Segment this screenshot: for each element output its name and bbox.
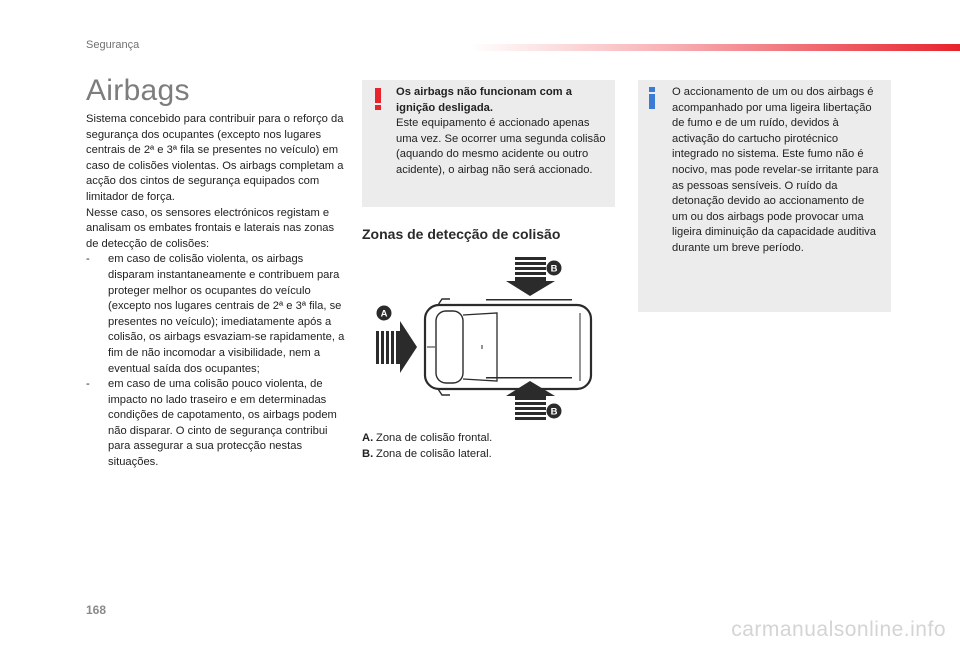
zones-heading: Zonas de detecção de colisão [362,226,561,242]
bullet-text: em caso de uma colisão pouco violenta, de impacto no lado traseiro e em determinadas condições de capotamento, os airbags podem não disparar. O cinto de segurança contribui para assegurar a sua protecção nestas situações. [108,378,337,469]
diagram-legend [362,431,492,462]
collision-zones-diagram [370,253,595,425]
bullet-dash: - [86,378,90,391]
marker-a [377,306,392,321]
legend-text: Zona de colisão lateral. [376,447,492,460]
marker-b-bottom-label: B [550,406,558,418]
warning-box [362,80,615,207]
info-icon [647,86,657,110]
legend-item [362,431,492,447]
body-paragraph: Sistema concebido para contribuir para o reforço da segurança dos ocupantes (excepto nos lugares centrais de 2ª e 3ª fila se presentes no veículo) em caso de colisões violentas. Os airbags completam a acção dos cintos de segurança equipados com limitador de força. [86,113,344,203]
legend-key: A. [362,432,374,444]
page-number: 168 [86,603,107,617]
bullet-list [86,252,348,470]
section-header: Segurança [86,39,140,51]
marker-b-top-label: B [550,263,558,275]
body-text [86,112,348,471]
info-box [638,80,891,312]
page-title: Airbags [86,74,190,107]
watermark: carmanualsonline.info [731,618,946,641]
bullet-dash: - [86,253,90,266]
marker-b-bottom [547,404,562,419]
info-text: O accionamento de um ou dos airbags é acompanhado por uma ligeira libertação de fumo e de um ruído, devidos à activação do cartucho pirotécnico integrado no sistema. Este fumo não é nocivo, mas pode revelar-se irritante para as pessoas sensíveis. O ruído da detonação devido ao accionamento de um ou dos airbags pode provocar uma ligeira diminuição da capacidade auditiva durante um breve período. [672,86,879,254]
bullet-item [86,377,348,471]
marker-b-top [547,261,562,276]
exclamation-icon [372,87,384,111]
van-top-view [425,299,591,395]
front-impact-arrow [376,321,417,373]
warning-bold-text: Os airbags não funcionam com a ignição desligada. [396,86,572,114]
warning-body-text: Este equipamento é accionado apenas uma vez. Se ocorrer uma segunda colisão (aquando do mesmo acidente ou outro acidente), o airbag não será accionado. [396,117,606,176]
body-paragraph: Nesse caso, os sensores electrónicos registam e analisam os embates frontais e laterais nas zonas de detecção de colisões: [86,206,335,250]
legend-text: Zona de colisão frontal. [376,432,493,444]
warning-text [396,85,608,179]
legend-key: B. [362,447,374,460]
bullet-item [86,252,348,377]
legend-item [362,447,492,463]
header-accent-line [470,44,960,51]
bullet-text: em caso de colisão violenta, os airbags disparam instantaneamente e contribuem para proteger melhor os ocupantes do veículo (excepto nos lugares centrais de 2ª e 3ª fila, se presentes no veículo); imediatamente após a colisão, os airbags esvaziam-se rapidamente, a fim de não incomodar a visibilidade, nem a eventual saída dos ocupantes; [108,253,345,375]
marker-a-label: A [380,308,388,320]
